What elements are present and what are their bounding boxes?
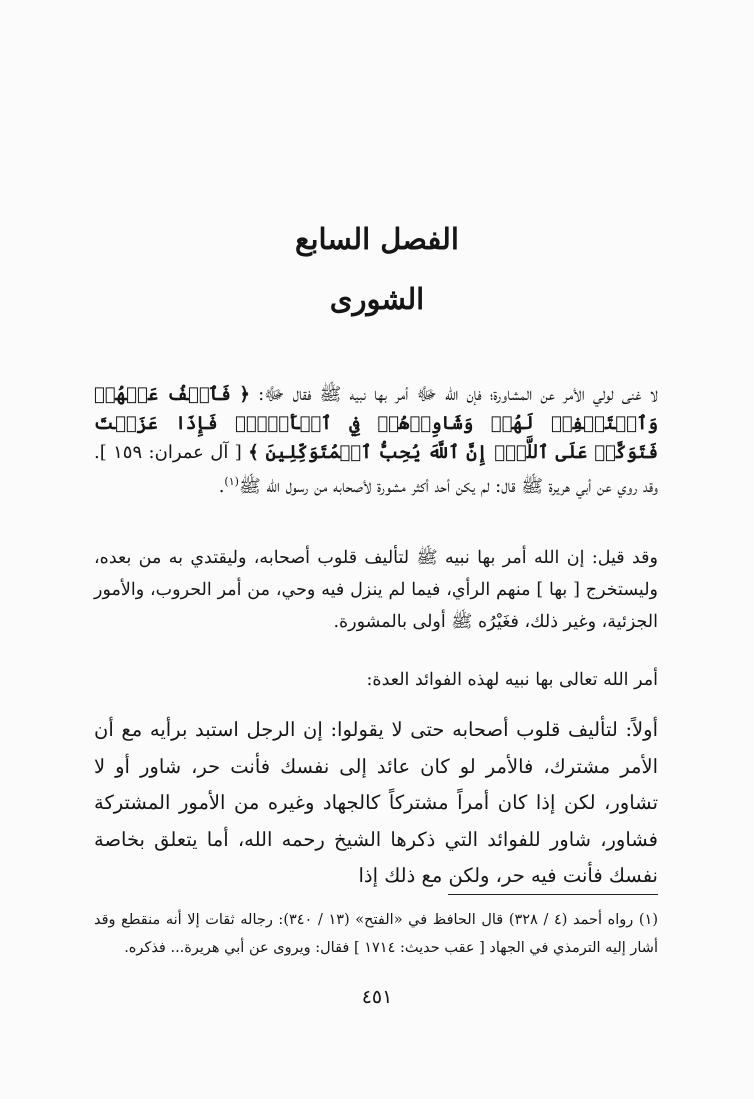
paragraph-intro-text: لا غنى لولي الأمر عن المشاورة؛ فإن الله ﷻ أمر بها نبيه ﷺ فقال ﷻ: [258,384,658,405]
paragraph-benefits-heading: أمر الله تعالى بها نبيه لهذه الفوائد العدة: [366,670,658,690]
footnote-reference: (١) [224,475,239,488]
footnote-divider [448,894,658,895]
paragraph-reasons: وقد قيل: إن الله أمر بها نبيه ﷺ لتأليف قلوب أصحابه، وليقتدي به من بعده، وليستخرج [ بها ] منهم الرأي، فيما لم ينزل فيه وحي، من أمر الحروب، والأمور الجزئية، وغير ذلك، فغَيْرُه ﷺ أولى بالمشورة. [94,548,658,632]
paragraph-end-mark: . [218,476,225,497]
paragraph-quran-verse [94,380,658,501]
paragraph-commentary: أولاً: لتأليف قلوب أصحابه حتى لا يقولوا: إن الرجل استبد برأيه مع أن الأمر مشترك، فالأمر لو كان عائد إلى نفسك فأنت حر، شاور أو لا تشاور، لكن إذا كان أمراً مشتركاً كالجهاد وغيره من الأمور المشتركة فشاور، شاور للفوائد التي ذكرها الشيخ رحمه الله، أما يتعلق بخاصة نفسك فأنت فيه حر، ولكن مع ذلك إذا [94,718,658,887]
quran-verse: ﴿ فَٱعۡفُ عَنۡهُمۡ وَٱسۡتَغۡفِرۡ لَهُمۡ وَشَاوِرۡهُمۡ فِي ٱلۡأَمۡرِۖ فَإِذَا عَزَمۡتَ فَتَوَكَّلۡ عَلَى ٱللَّهِۚ إِنَّ ٱللَّهَ يُحِبُّ ٱلۡمُتَوَكِّلِينَ ﴾ [94,384,658,463]
footnote: (١) رواه أحمد (٤ / ٣٢٨) قال الحافظ في «الفتح» (١٣ / ٣٤٠): رجاله ثقات إلا أنه منقطع وقد أشار إليه الترمذي في الجهاد [ عقب حديث: ١٧١٤ ] فقال: ويروى عن أبي هريرة... فذكره. [94,912,658,956]
verse-citation-text: [ آل عمران: ١٥٩ ]. وقد روي عن أبي هريرة ﷺ قال: لم يكن أحد أكثر مشورة لأصحابه من رسول الله ﷺ [94,442,658,497]
section-title: الشورى [329,282,425,316]
page-number: ٤٥١ [361,986,393,1008]
chapter-title: الفصل السابع [295,222,459,256]
